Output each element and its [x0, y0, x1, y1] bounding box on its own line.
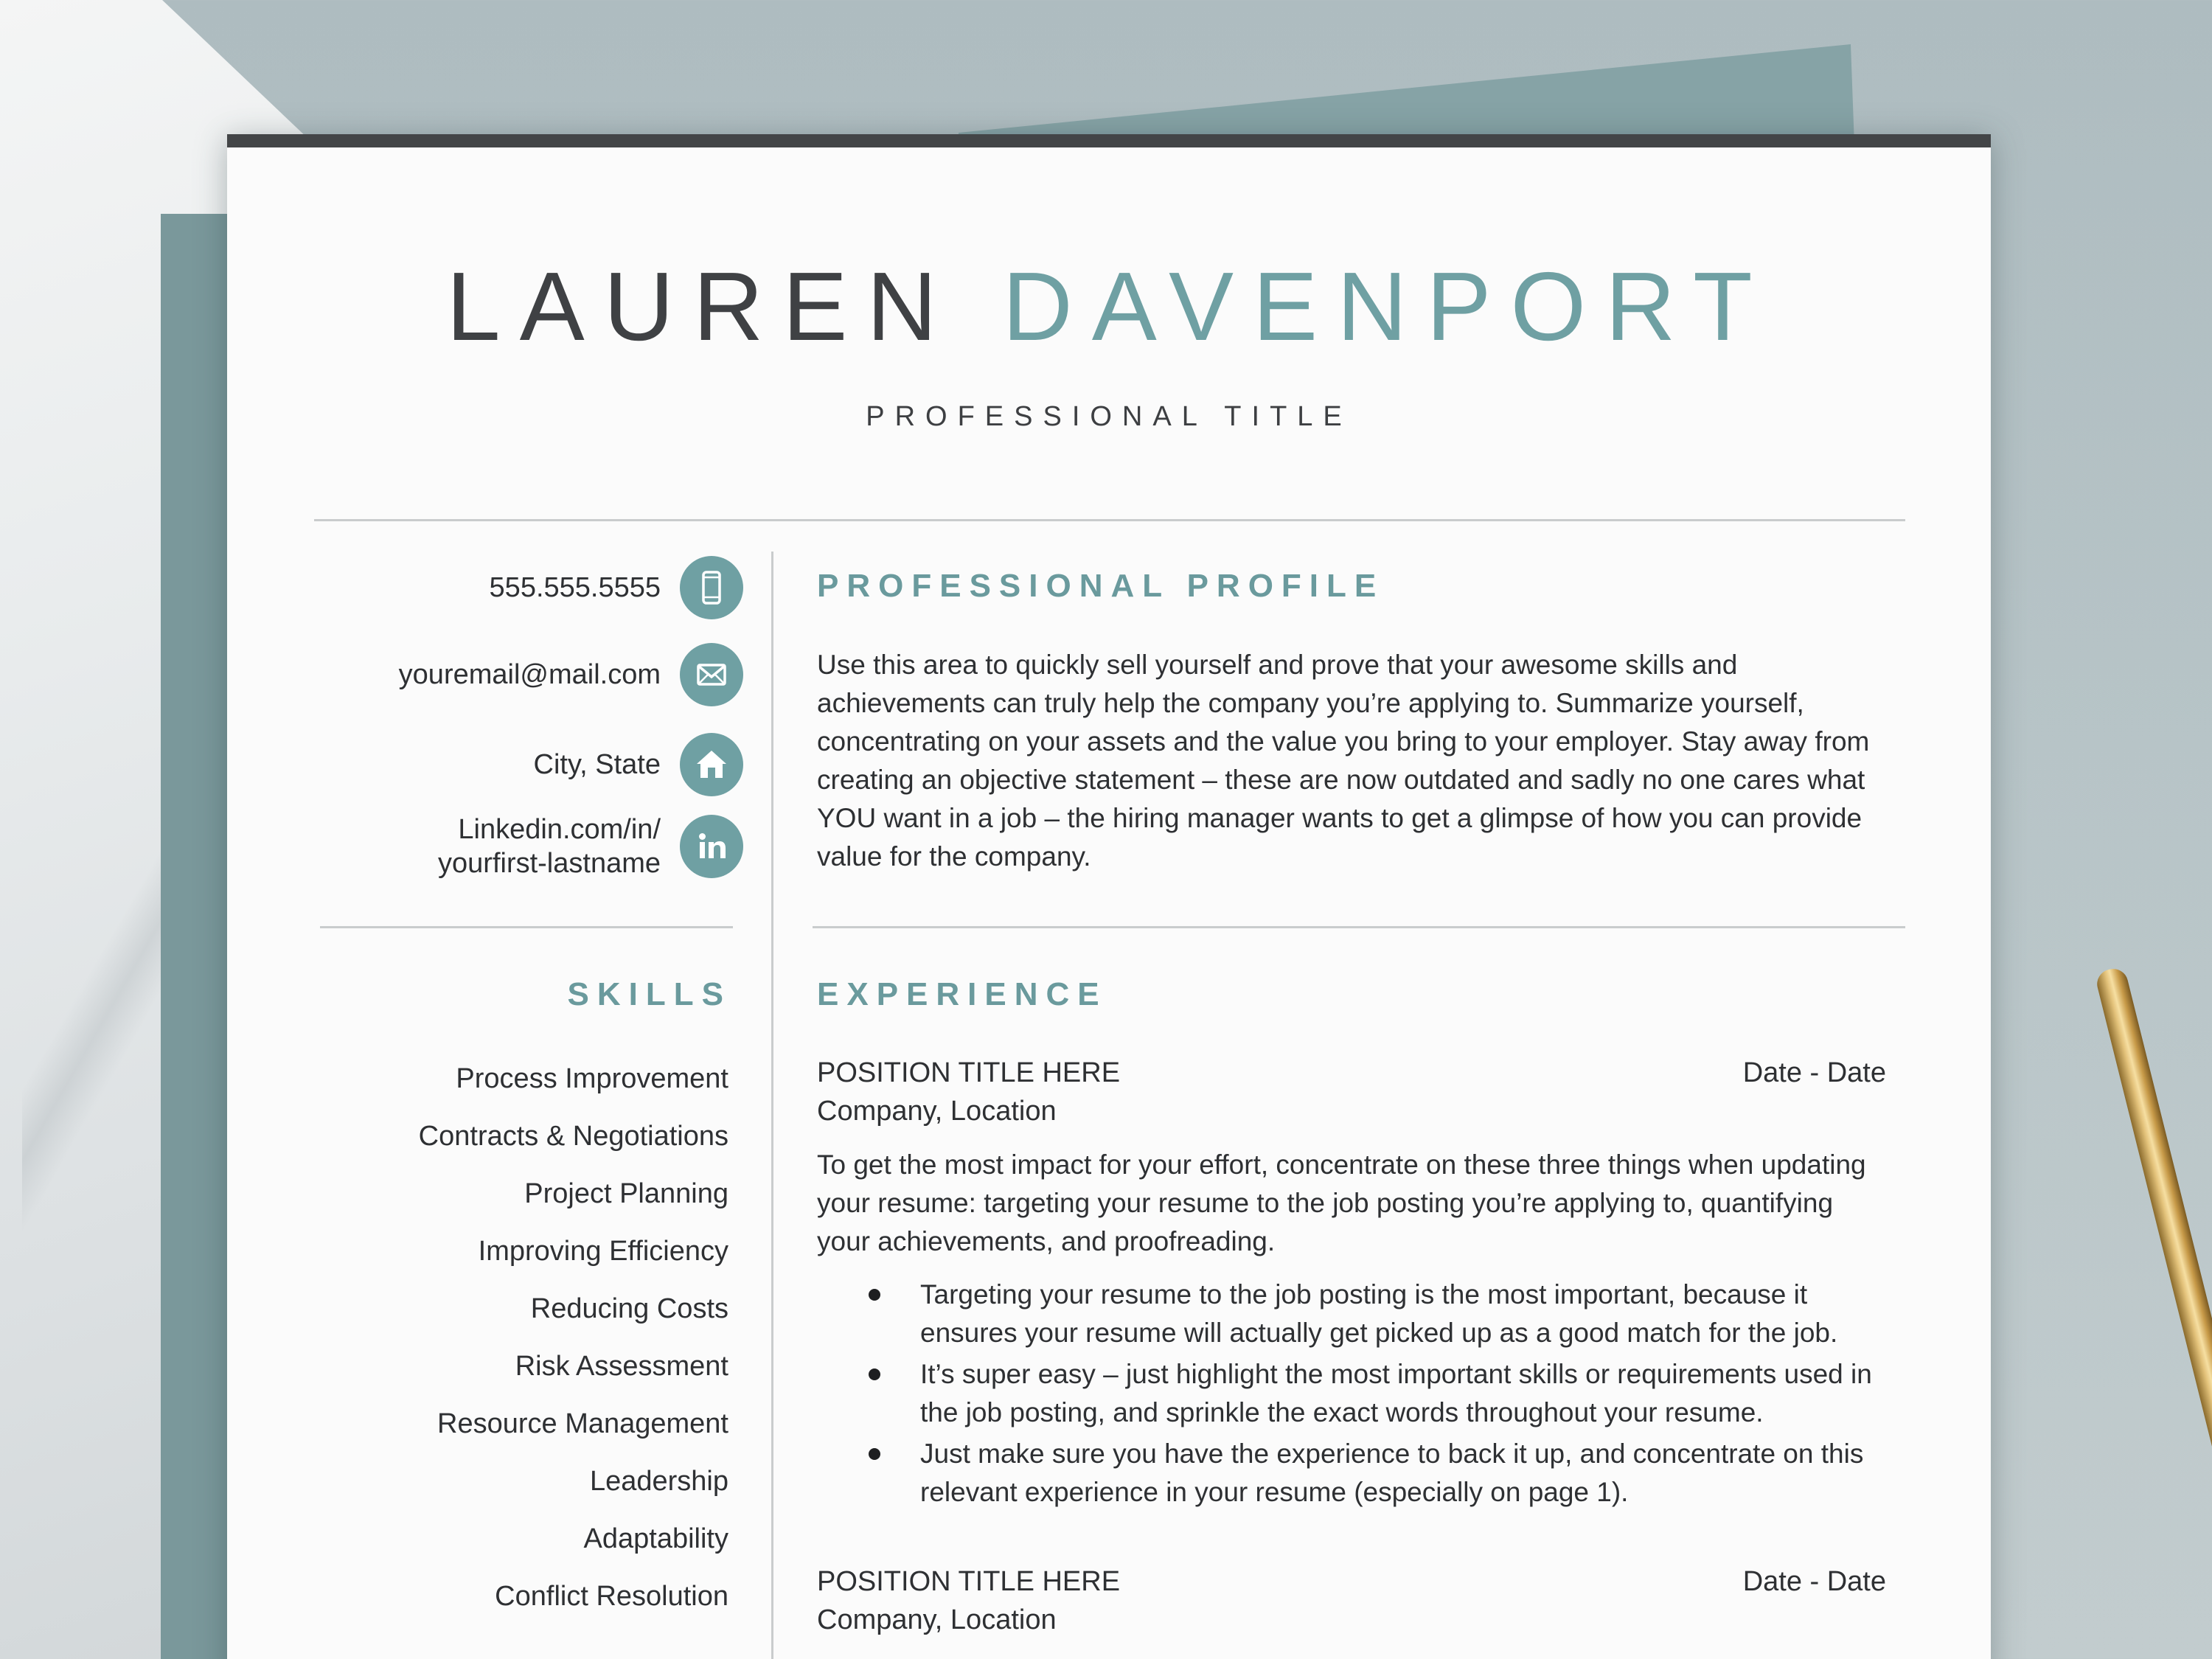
profile-heading: PROFESSIONAL PROFILE	[817, 568, 1385, 604]
phone-text: 555.555.5555	[489, 572, 661, 603]
first-name: LAUREN	[446, 252, 956, 361]
skill-item: Process Improvement	[456, 1063, 728, 1094]
skills-list	[227, 1050, 728, 1625]
mobile-phone-icon	[680, 556, 743, 619]
last-name: DAVENPORT	[1002, 252, 1772, 361]
bullet-item: Targeting your resume to the job posting is the most important, because it ensures your resume will actually get picked up as a good match for the job.	[869, 1276, 1886, 1352]
contact-email	[227, 643, 743, 706]
linkedin-text	[438, 813, 661, 880]
position-title: POSITION TITLE HERE	[817, 1566, 1121, 1597]
contact-phone	[227, 556, 743, 619]
house-icon	[680, 733, 743, 796]
company-location: Company, Location	[817, 1604, 1057, 1635]
right-section-divider	[813, 926, 1905, 928]
left-section-divider	[320, 926, 733, 928]
location-text: City, State	[533, 749, 661, 780]
contact-linkedin	[227, 813, 743, 880]
full-name	[227, 251, 1991, 362]
column-divider	[771, 552, 773, 1659]
header-bar	[227, 134, 1991, 147]
profile-text: Use this area to quickly sell yourself and prove that your awesome skills and achievements can truly help the company you’re applying to. Summarize yourself, concentrating on your assets and the value you bring to your employer. Stay away from creating an objective statement – these are now outdated and sadly no one cares what YOU want in a job – the hiring manager wants to get a glimpse of how you can provide value for the company.	[817, 650, 1870, 872]
company-location: Company, Location	[817, 1096, 1057, 1127]
gold-pen	[2094, 966, 2212, 1659]
skill-item: Contracts & Negotiations	[418, 1121, 728, 1152]
position-dates: Date - Date	[1742, 1057, 1886, 1088]
resume-sheet	[227, 134, 1991, 1659]
skill-item: Project Planning	[524, 1178, 728, 1209]
bullet-item: It’s super easy – just highlight the most important skills or requirements used in the job posting, and sprinkle the exact words throughout your resume.	[869, 1355, 1886, 1432]
email-text: youremail@mail.com	[398, 659, 661, 690]
experience-heading: EXPERIENCE	[817, 976, 1107, 1012]
contact-location	[227, 733, 743, 796]
professional-title: PROFESSIONAL TITLE	[866, 401, 1352, 432]
skill-item: Improving Efficiency	[478, 1236, 728, 1267]
skill-item: Reducing Costs	[530, 1293, 728, 1324]
position-title: POSITION TITLE HERE	[817, 1057, 1121, 1088]
position-dates: Date - Date	[1742, 1566, 1886, 1597]
experience-1-summary: To get the most impact for your effort, concentrate on these three things when updating your resume: targeting your resume to the job posting you’re applying to, quantifying your achievements, and proofreading.	[817, 1150, 1866, 1256]
header-divider	[314, 519, 1905, 521]
skill-item: Adaptability	[583, 1523, 728, 1554]
skill-item: Leadership	[589, 1466, 728, 1497]
skill-item: Resource Management	[437, 1408, 728, 1439]
experience-1-header	[817, 1057, 1886, 1089]
experience-2-header	[817, 1566, 1886, 1598]
linkedin-line-1: Linkedin.com/in/	[458, 814, 661, 845]
experience-1-bullets	[869, 1276, 1886, 1514]
skill-item: Risk Assessment	[515, 1351, 728, 1382]
envelope-icon	[680, 643, 743, 706]
linkedin-icon	[680, 815, 743, 878]
skills-heading: SKILLS	[567, 976, 731, 1012]
bullet-item: Just make sure you have the experience to back it up, and concentrate on this relevant experience in your resume (especially on page 1).	[869, 1435, 1886, 1512]
skill-item: Conflict Resolution	[495, 1581, 728, 1612]
linkedin-line-2: yourfirst-lastname	[438, 848, 661, 879]
